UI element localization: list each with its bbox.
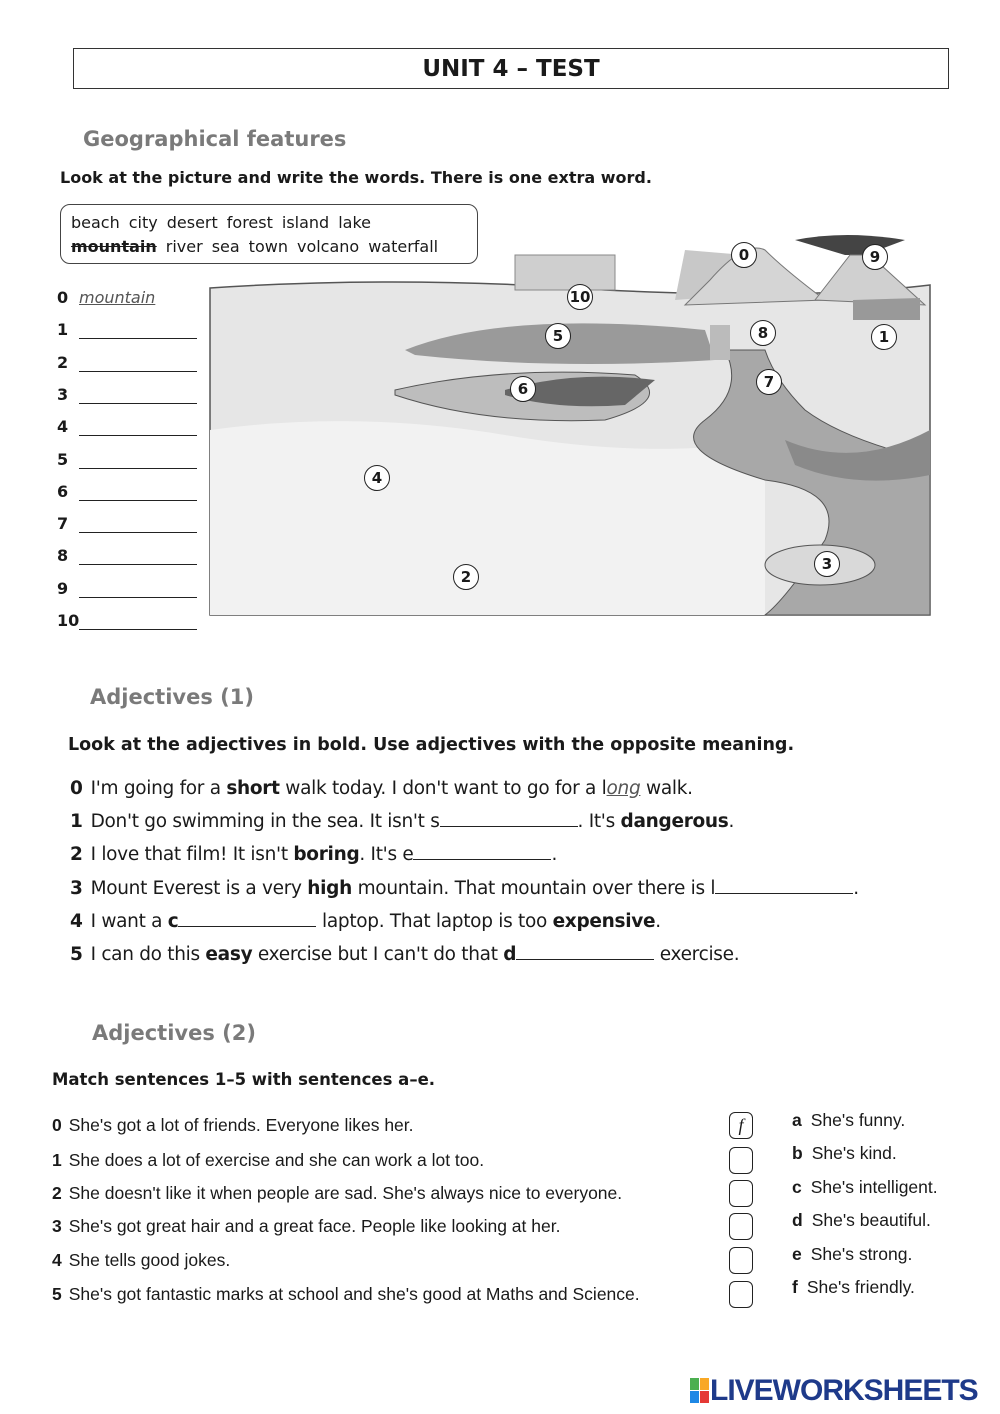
answer-blank[interactable] — [79, 613, 197, 630]
item-number: 6 — [57, 481, 69, 501]
sentence-text: I love that film! It isn't — [90, 844, 294, 866]
item-number: 2 — [70, 844, 83, 866]
match-option — [792, 1277, 915, 1298]
option-text: She's kind. — [811, 1143, 897, 1163]
item-number: 4 — [57, 417, 69, 437]
sentence-text: She doesn't like it when people are sad. She's always nice to everyone. — [68, 1183, 623, 1203]
item-number: 5 — [70, 944, 83, 965]
answer-box[interactable] — [729, 1281, 753, 1308]
answer-box[interactable] — [729, 1247, 753, 1274]
answer-row — [57, 576, 197, 598]
answer-blank[interactable] — [715, 879, 853, 894]
answer-row — [57, 608, 197, 630]
answer-row — [57, 350, 197, 372]
picture-label-6: 6 — [510, 376, 536, 402]
answer-row — [57, 317, 197, 339]
answer-blank[interactable] — [79, 548, 197, 565]
picture-label-2: 2 — [453, 564, 479, 590]
item-number: 5 — [52, 1284, 62, 1304]
sentence-text: She's got a lot of friends. Everyone likes her. — [68, 1115, 414, 1135]
item-number: 9 — [57, 578, 69, 598]
word: waterfall — [368, 237, 439, 256]
option-letter: b — [792, 1143, 803, 1163]
word: beach — [71, 213, 120, 232]
picture-label-5: 5 — [545, 323, 571, 349]
section-heading-adjectives-1: Adjectives (1) — [90, 685, 254, 709]
sentence-text: I want a — [90, 910, 168, 932]
section-heading-adjectives-2: Adjectives (2) — [92, 1021, 256, 1045]
bold-adjective: high — [307, 877, 352, 899]
picture-label-1: 1 — [871, 324, 897, 350]
option-letter: d — [792, 1210, 803, 1230]
sentence-text: laptop. That laptop is too — [316, 910, 553, 932]
picture-label-4: 4 — [364, 465, 390, 491]
sentence-text: Mount Everest is a very — [90, 877, 308, 899]
option-letter: a — [792, 1110, 802, 1130]
word: town — [248, 237, 288, 256]
option-text: She's friendly. — [806, 1277, 915, 1297]
word-crossed: mountain — [71, 237, 157, 256]
match-sentence — [52, 1183, 622, 1204]
answer-blank[interactable] — [79, 484, 197, 501]
sentence-text: . — [728, 811, 735, 833]
sentence-text: . — [655, 910, 661, 932]
picture-label-8: 8 — [750, 320, 776, 346]
match-option — [792, 1210, 931, 1231]
answer-row — [57, 479, 197, 501]
option-letter: f — [792, 1277, 798, 1297]
sentence — [70, 944, 739, 965]
instruction-adjectives-2: Match sentences 1–5 with sentences a–e. — [52, 1070, 436, 1089]
answer-row — [57, 511, 197, 533]
item-number: 7 — [57, 514, 69, 534]
answer-blank[interactable] — [79, 419, 197, 436]
item-number: 2 — [52, 1183, 62, 1203]
item-number: 3 — [70, 877, 83, 899]
sentence-text: Don't go swimming in the sea. It isn't s — [90, 811, 440, 833]
match-sentence — [52, 1115, 414, 1136]
item-number: 4 — [52, 1250, 62, 1270]
example-answer: mountain — [79, 288, 156, 307]
answer-row — [57, 414, 197, 436]
picture-label-9: 9 — [862, 244, 888, 270]
answer-box[interactable] — [729, 1180, 753, 1207]
section-heading-geographical: Geographical features — [83, 127, 347, 151]
word: desert — [166, 213, 218, 232]
match-option — [792, 1110, 905, 1131]
option-letter: e — [792, 1244, 802, 1264]
match-sentence — [52, 1250, 230, 1271]
sentence-text: . — [551, 844, 558, 866]
match-sentence — [52, 1284, 640, 1305]
item-number: 8 — [57, 546, 69, 566]
sentence — [70, 911, 661, 932]
logo-text: LIVEWORKSHEETS — [710, 1374, 978, 1407]
match-sentence — [52, 1150, 484, 1171]
sentence-text: . It's — [577, 811, 621, 833]
item-number: 0 — [52, 1115, 62, 1135]
item-number: 10 — [57, 611, 80, 630]
sentence-text: She's got fantastic marks at school and she's good at Maths and Science. — [68, 1284, 640, 1304]
sentence-text: She's got great hair and a great face. People like looking at her. — [68, 1216, 561, 1236]
answer-row — [57, 382, 197, 404]
match-option — [792, 1244, 912, 1265]
word: lake — [338, 213, 371, 232]
answer-blank[interactable] — [79, 452, 197, 469]
bold-adjective: expensive — [552, 910, 656, 932]
instruction-adjectives-1: Look at the adjectives in bold. Use adjectives with the opposite meaning. — [68, 735, 795, 755]
option-text: She's beautiful. — [811, 1210, 931, 1230]
answer-blank[interactable] — [178, 912, 316, 927]
liveworksheets-logo — [690, 1374, 978, 1408]
word: forest — [226, 213, 273, 232]
picture-label-3: 3 — [814, 551, 840, 577]
sentence-text: . — [853, 877, 859, 899]
answer-blank[interactable] — [79, 322, 197, 339]
sentence — [70, 811, 734, 832]
picture-label-0: 0 — [731, 242, 757, 268]
bold-adjective: easy — [205, 944, 253, 965]
page-title: UNIT 4 – TEST — [73, 48, 949, 89]
item-number: 1 — [70, 811, 83, 833]
instruction-geographical: Look at the picture and write the words. There is one extra word. — [60, 168, 652, 187]
match-option — [792, 1143, 897, 1164]
sentence-text: She does a lot of exercise and she can work a lot too. — [68, 1150, 485, 1170]
answer-row — [57, 543, 197, 565]
item-number: 3 — [57, 384, 69, 404]
answer-blank[interactable] — [413, 845, 551, 860]
word: island — [281, 213, 330, 232]
item-number: 4 — [70, 910, 83, 932]
answer-blank[interactable] — [79, 355, 197, 372]
answer-blank[interactable] — [516, 945, 654, 960]
sentence-text: mountain. That mountain over there is l — [352, 877, 716, 899]
logo-icon — [690, 1378, 710, 1404]
answer-box[interactable] — [729, 1213, 753, 1240]
bold-adjective: dangerous — [620, 811, 729, 833]
sentence-text: She tells good jokes. — [68, 1250, 231, 1270]
sentence-text: exercise but I can't do that — [252, 944, 504, 965]
answer-blank[interactable] — [79, 581, 197, 598]
picture-label-10: 10 — [567, 284, 593, 310]
option-letter: c — [792, 1177, 802, 1197]
answer-blank[interactable] — [79, 387, 197, 404]
word: volcano — [296, 237, 360, 256]
sentence — [70, 778, 693, 799]
answer-blank[interactable] — [79, 516, 197, 533]
match-sentence — [52, 1216, 560, 1237]
sentence-text: . It's e — [359, 844, 414, 866]
answer-box[interactable]: f — [729, 1112, 753, 1139]
bold-adjective: short — [226, 778, 280, 799]
item-number: 0 — [70, 778, 83, 799]
word: sea — [211, 237, 240, 256]
answer-row — [57, 447, 197, 469]
picture-label-7: 7 — [756, 369, 782, 395]
item-number: 0 — [57, 288, 69, 307]
sentence-text: exercise. — [654, 944, 740, 965]
sentence-text: I'm going for a — [90, 778, 227, 799]
example-answer: ong — [606, 778, 641, 799]
item-number: 1 — [57, 320, 69, 340]
word: city — [128, 213, 158, 232]
item-number: 3 — [52, 1216, 62, 1236]
bold-adjective: d — [503, 944, 517, 965]
item-number: 2 — [57, 352, 69, 372]
word: river — [165, 237, 203, 256]
item-number: 1 — [52, 1150, 62, 1170]
sentence — [70, 878, 859, 899]
answer-row — [57, 285, 155, 307]
sentence-text: walk today. I don't want to go for a l — [279, 778, 607, 799]
option-text: She's strong. — [810, 1244, 913, 1264]
answer-box[interactable] — [729, 1147, 753, 1174]
bold-adjective: boring — [293, 844, 360, 866]
sentence-text: walk. — [640, 778, 693, 799]
answer-blank[interactable] — [440, 812, 578, 827]
item-number: 5 — [57, 449, 69, 469]
sentence-text: I can do this — [90, 944, 206, 965]
bold-adjective: c — [167, 910, 179, 932]
match-option — [792, 1177, 938, 1198]
option-text: She's funny. — [810, 1110, 906, 1130]
option-text: She's intelligent. — [810, 1177, 938, 1197]
sentence — [70, 844, 557, 865]
